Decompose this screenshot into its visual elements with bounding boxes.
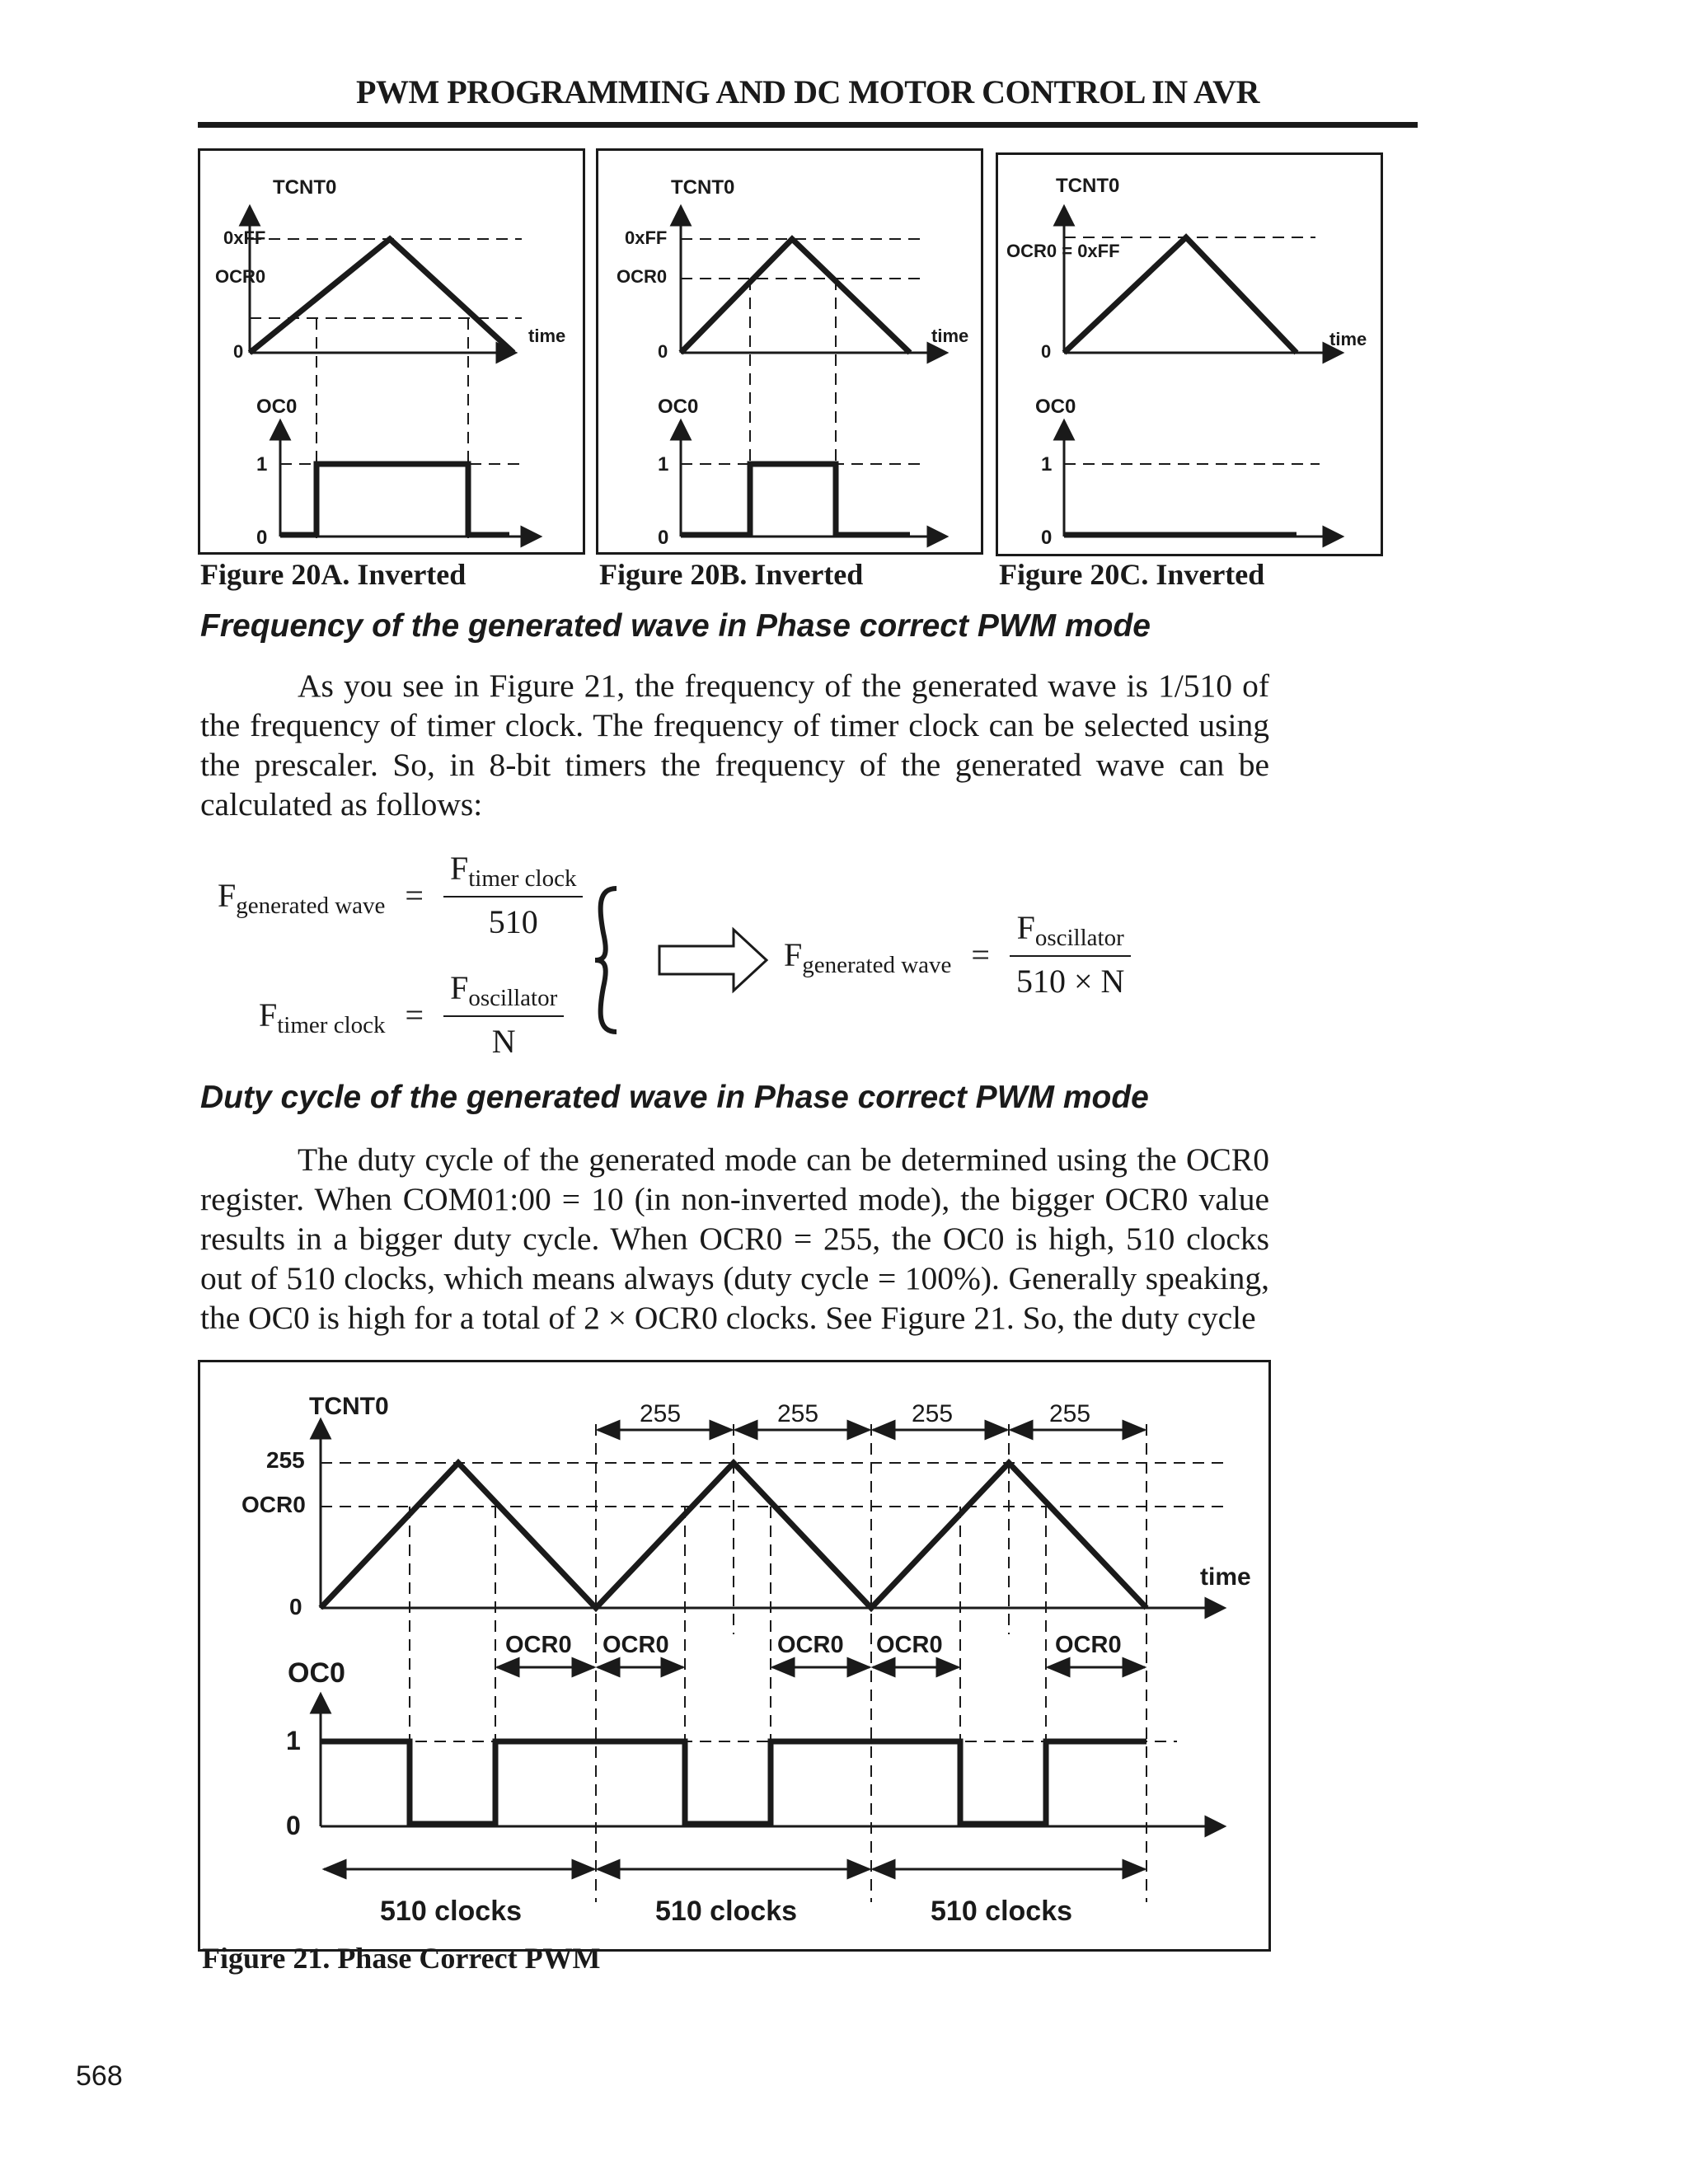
figure-20c-caption: Figure 20C. Inverted [999,558,1265,591]
ocr-interval-label: OCR0 [1055,1632,1122,1658]
eq-equals: = [405,996,424,1033]
eq-denominator: N [491,1023,516,1060]
oc0-label: OC0 [256,396,298,418]
top-label: 255 [266,1447,305,1473]
eq-subscript: generated wave [236,893,386,919]
figure-20c [996,152,1383,556]
eq-fraction [1010,908,1131,1001]
ocr-interval-label: OCR0 [777,1632,844,1658]
section-heading-frequency: Frequency of the generated wave in Phase correct PWM mode [200,608,1151,644]
oc0-label: OC0 [1035,396,1076,418]
one-label: 1 [286,1726,301,1755]
one-label: 1 [658,453,669,476]
figure-20b-diagram [598,151,986,557]
eq-symbol: F [259,996,278,1033]
time-label: time [528,326,566,346]
eq-subscript: generated wave [802,952,952,978]
low-label: 0 [658,527,669,549]
page-number: 568 [76,2060,123,2092]
eq-numerator [443,849,584,898]
eq-symbol: F [218,877,237,914]
tcnt-waveform [681,239,910,353]
tcnt-label: TCNT0 [309,1393,389,1420]
eq-denominator: 510 [488,903,538,940]
ocr-interval-label: OCR0 [876,1632,943,1658]
paragraph-text: As you see in Figure 21, the frequency of the generated wave is 1/510 of the frequency of timer clock. The frequency of timer clock can be selected using the prescaler. So, in 8-bit timers the frequency of the generated wave can be calculated as follows: [200,668,1269,823]
paragraph-frequency [200,666,1269,824]
eq-fraction [443,849,584,941]
equation-result [784,908,1131,1001]
eq-symbol: F [1016,909,1035,946]
ocr-label: OCR0 [215,266,266,287]
oc0-waveform [280,464,509,535]
time-label: time [931,326,969,346]
equation-generated-wave [218,849,583,941]
tcnt-waveform [250,239,513,353]
low-label: 0 [286,1811,301,1840]
zero-label: 0 [658,341,668,362]
figure-20a [198,148,585,555]
zero-label: 0 [1041,341,1052,362]
ocr-interval-label: OCR0 [505,1632,572,1658]
period-label: 510 clocks [931,1896,1073,1927]
header-rule [198,122,1418,128]
eq-equals: = [971,936,990,973]
oc0-waveform [681,464,910,535]
zero-label: 0 [289,1594,302,1619]
curly-brace [595,888,617,1032]
time-label: time [1329,329,1367,349]
paragraph-duty-cycle [200,1140,1269,1338]
figure-21 [198,1360,1271,1952]
eq-lhs [784,936,952,978]
eq-denominator: 510 × N [1015,963,1125,1000]
figure-21-diagram [200,1362,1273,1954]
low-label: 0 [256,527,268,549]
top-label: 0xFF [625,227,668,248]
top-label: 0xFF [223,227,266,248]
eq-fraction [443,968,564,1061]
figure-20a-caption: Figure 20A. Inverted [200,558,467,591]
brace-and-arrow [593,882,783,1038]
eq-subscript: oscillator [1034,925,1124,951]
eq-subscript: oscillator [468,985,558,1011]
half-period-label: 255 [640,1400,682,1427]
period-label: 510 clocks [655,1896,798,1927]
tcnt-label: TCNT0 [273,176,337,199]
eq-symbol: F [449,850,469,887]
tcnt-label: TCNT0 [671,176,735,199]
eq-lhs [259,996,386,1038]
oc0-label: OC0 [658,396,699,418]
figure-20b [596,148,983,555]
eq-symbol: F [450,969,469,1006]
time-label: time [1200,1563,1251,1591]
eq-lhs [218,877,386,919]
half-period-label: 255 [912,1400,954,1427]
one-label: 1 [1041,453,1053,476]
oc0-waveform [321,1741,1146,1824]
half-period-label: 255 [777,1400,819,1427]
ocr-label: OCR0 [241,1492,306,1517]
top-label: OCR0 = 0xFF [1006,241,1120,261]
figure-20c-diagram [998,155,1386,559]
tcnt-label: TCNT0 [1056,175,1120,197]
figure-20a-diagram [200,151,588,557]
oc0-label: OC0 [288,1657,345,1689]
period-label: 510 clocks [380,1896,523,1927]
ocr-label: OCR0 [617,266,668,287]
eq-symbol: F [784,936,803,973]
figure-21-caption: Figure 21. Phase Correct PWM [202,1942,601,1975]
section-heading-duty-cycle: Duty cycle of the generated wave in Phase correct PWM mode [200,1080,1149,1115]
eq-subscript: timer clock [277,1012,386,1038]
paragraph-text: The duty cycle of the generated mode can be determined using the OCR0 register. When COM01:00 = 10 (in non-inverted mode), the bigger OCR0 value results in a bigger duty cycle. When OCR0 = 255, the OC0 is high, 510 clocks out of 510 clocks, which means always (duty cycle = 100%). Generally speaking, the OC0 is high for a total of 2 × OCR0 clocks. See Figure 21. So, the duty cycle [200,1141,1269,1336]
eq-subscript: timer clock [468,865,577,892]
eq-numerator [1010,908,1131,957]
one-label: 1 [256,453,268,476]
low-label: 0 [1041,527,1053,549]
zero-label: 0 [233,341,244,362]
figure-20b-caption: Figure 20B. Inverted [599,558,864,591]
implies-arrow-icon [659,930,767,991]
eq-numerator [443,968,564,1017]
equation-timer-clock [259,968,564,1061]
running-header: PWM PROGRAMMING AND DC MOTOR CONTROL IN AVR [356,73,1259,110]
ocr-interval-label: OCR0 [603,1632,669,1658]
eq-equals: = [405,877,424,914]
half-period-label: 255 [1049,1400,1091,1427]
